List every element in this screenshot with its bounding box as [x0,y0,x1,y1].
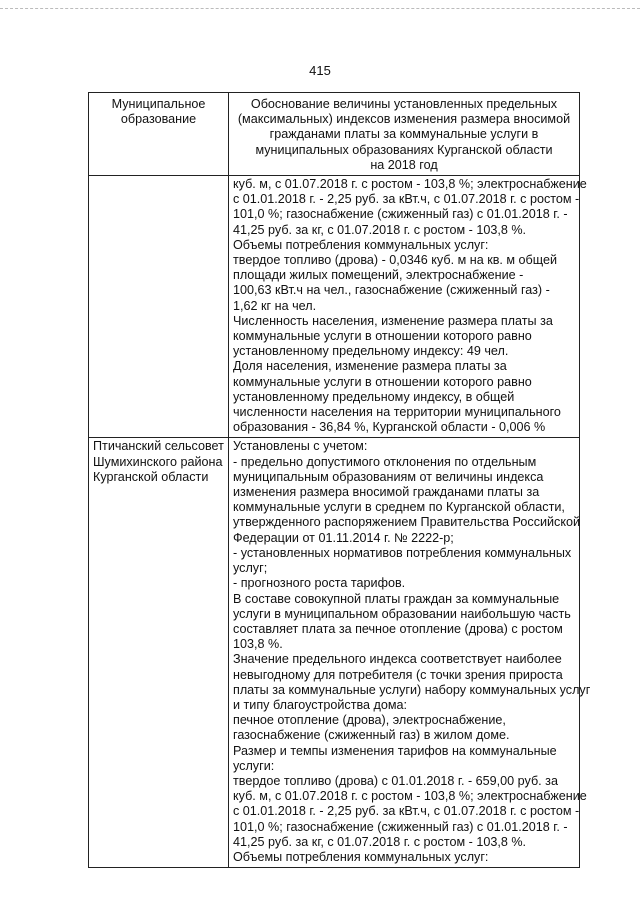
text-line: - установленных нормативов потребления коммунальных [233,545,572,560]
table-row [89,438,580,868]
justification-cell [229,176,587,438]
municipality-line: Шумихинского района [93,454,223,469]
text-line: услуги: [233,758,275,773]
header-justification [229,93,580,176]
text-line: 103,8 %. [233,637,283,652]
header-line: на 2018 год [370,157,438,172]
text-line: услуги в муниципальном образовании наибольшую часть [233,606,571,621]
text-line: услуг; [233,561,268,576]
header-line: Обоснование величины установленных предельных [250,97,558,111]
header-line: гражданами платы за коммунальные услуги в [269,127,539,142]
text-line: куб. м, с 01.07.2018 г. с ростом - 103,8 %; электроснабжение [233,789,587,804]
text-line: Доля населения, изменение размера платы за [233,359,507,374]
text-line: с 01.01.2018 г. - 2,25 руб. за кВт.ч, с 01.07.2018 г. с ростом - [233,804,580,819]
text-line: установленному предельному индексу, в общей [233,389,515,404]
header-line: образование [120,112,197,127]
text-line: площади жилых помещений, электроснабжение - [233,268,524,283]
text-line: Размер и темпы изменения тарифов на коммунальные [233,743,557,758]
text-line: утвержденного распоряжением Правительства Российской [233,515,581,530]
text-line: твердое топливо (дрова) - 0,0346 куб. м на кв. м общей [233,253,558,268]
text-line: твердое топливо (дрова) с 01.01.2018 г. - 659,00 руб. за [233,773,558,788]
text-line: Объемы потребления коммунальных услуг: [233,237,489,252]
text-line: газоснабжение (сжиженный газ) в жилом доме. [233,728,510,743]
text-line: Объемы потребления коммунальных услуг: [233,849,489,864]
text-line: образования - 36,84 %, Курганской области - 0,006 % [233,420,546,435]
text-line: невыгодному для потребителя (с точки зрения прироста [233,667,563,682]
text-line: коммунальные услуги в отношении которого равно [233,374,532,389]
text-line: - прогнозного роста тарифов. [233,576,406,591]
text-line: 41,25 руб. за кг, с 01.07.2018 г. с ростом - 103,8 %. [233,834,527,849]
text-line: - предельно допустимого отклонения по отдельным [233,454,537,469]
text-line: 1,62 кг на чел. [233,298,317,313]
municipality-line: Курганской области [93,469,209,484]
header-line: (максимальных) индексов изменения размера вносимой [237,112,571,127]
text-line: коммунальные услуги в отношении которого равно [233,329,532,344]
text-line: и типу благоустройства дома: [233,697,408,712]
text-line: Численность населения, изменение размера платы за [233,313,553,328]
page-number: 415 [309,63,331,78]
text-line: коммунальные услуги в среднем по Курганской области, [233,500,565,515]
text-line: Значение предельного индекса соответствует наиболее [233,652,562,667]
text-line: куб. м, с 01.07.2018 г. с ростом - 103,8 %; электроснабжение [233,177,587,192]
text-line: Установлены с учетом: [233,439,368,454]
table-header-row [89,93,580,176]
text-line: 101,0 %; газоснабжение (сжиженный газ) с 01.01.2018 г. - [233,819,568,834]
text-line: численности населения на территории муниципального [233,405,561,420]
header-line: муниципальных образованиях Курганской области [255,142,553,157]
text-line: составляет плата за печное отопление (дрова) с ростом [233,621,563,636]
header-municipality [89,93,229,176]
text-line: установленному предельному индексу: 49 чел. [233,344,509,359]
scan-top-edge [0,8,640,9]
text-line: В составе совокупной платы граждан за коммунальные [233,591,560,606]
municipality-cell [89,438,229,868]
text-line: печное отопление (дрова), электроснабжение, [233,713,506,728]
header-line: Муниципальное [111,97,206,111]
justification-cell [229,438,591,868]
table-row [89,176,580,438]
tariff-justification-table [88,92,591,868]
text-line: с 01.01.2018 г. - 2,25 руб. за кВт.ч, с 01.07.2018 г. с ростом - [233,192,580,207]
text-line: платы за коммунальные услуги) набору коммунальных услуг [233,682,591,697]
text-line: 101,0 %; газоснабжение (сжиженный газ) с 01.01.2018 г. - [233,207,568,222]
municipality-cell [89,176,229,438]
text-line: 100,63 кВт.ч на чел., газоснабжение (сжиженный газ) - [233,283,550,298]
text-line: муниципальным образованиям от величины индекса [233,469,544,484]
text-line: 41,25 руб. за кг, с 01.07.2018 г. с ростом - 103,8 %. [233,222,527,237]
text-line: Федерации от 01.11.2014 г. № 2222-р; [233,530,454,545]
text-line: изменения размера вносимой гражданами платы за [233,485,540,500]
municipality-line: Птичанский сельсовет [93,439,224,454]
